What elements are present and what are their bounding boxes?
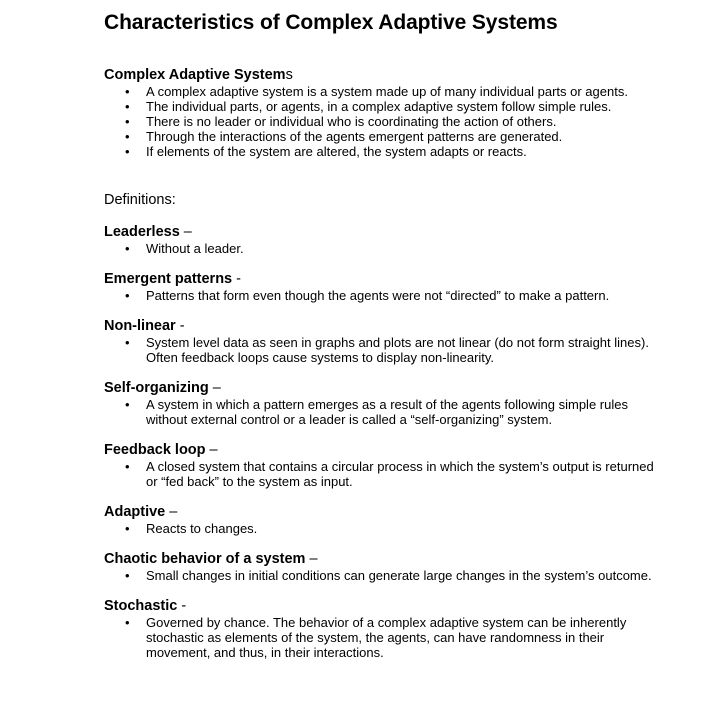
bullet-icon: •: [125, 144, 130, 159]
term-name: Feedback loop: [104, 442, 206, 458]
list-item-text: Small changes in initial conditions can generate large changes in the system’s outcome.: [146, 568, 652, 583]
term-separator: -: [175, 318, 185, 334]
bullet-icon: •: [125, 335, 130, 350]
document-body: [104, 10, 664, 660]
term-name: Chaotic behavior of a system: [104, 551, 306, 567]
list-item-text: Without a leader.: [146, 241, 244, 256]
list-item-text: Governed by chance. The behavior of a complex adaptive system can be inherently stochastic as elements of the system, the agents, can have randomness in their movement, and thus, in their interactions.: [146, 615, 627, 660]
list-item-text: A complex adaptive system is a system made up of many individual parts or agents.: [146, 84, 628, 99]
term-heading: [104, 551, 664, 568]
intro-heading-tail: s: [285, 67, 293, 83]
term-bullet-list: [104, 615, 664, 660]
term-separator: -: [232, 271, 241, 287]
term-heading: [104, 380, 664, 397]
term-name: Self-organizing: [104, 380, 209, 396]
list-item-text: System level data as seen in graphs and plots are not linear (do not form straight lines). Often feedback loops cause systems to display non-linearity.: [146, 335, 649, 365]
term-bullet-list: [104, 335, 664, 365]
term-name: Leaderless: [104, 224, 180, 240]
document-title: Characteristics of Complex Adaptive Systems: [104, 11, 558, 34]
bullet-icon: •: [125, 129, 130, 144]
list-item: [104, 129, 664, 144]
intro-bullet-list: [104, 84, 664, 159]
term-heading: [104, 504, 664, 521]
term-name: Non-linear: [104, 318, 176, 334]
term-heading: [104, 598, 664, 615]
bullet-icon: •: [125, 288, 130, 303]
definitions-label: Definitions:: [104, 192, 176, 208]
term-non-linear: [104, 318, 664, 365]
term-separator: –: [205, 442, 218, 458]
list-item: [104, 459, 664, 489]
bullet-icon: •: [125, 459, 130, 474]
list-item: [104, 114, 664, 129]
term-bullet-list: [104, 241, 664, 256]
term-bullet-list: [104, 521, 664, 536]
term-bullet-list: [104, 459, 664, 489]
term-stochastic: [104, 598, 664, 660]
bullet-icon: •: [125, 615, 130, 630]
term-separator: -: [177, 598, 187, 614]
bullet-icon: •: [125, 114, 130, 129]
list-item-text: The individual parts, or agents, in a complex adaptive system follow simple rules.: [146, 99, 612, 114]
list-item: [104, 84, 664, 99]
bullet-icon: •: [125, 241, 130, 256]
term-separator: –: [165, 504, 178, 520]
term-self-organizing: [104, 380, 664, 427]
list-item-text: A closed system that contains a circular process in which the system’s output is returned or “fed back” to the system as input.: [146, 459, 654, 489]
term-heading: [104, 271, 664, 288]
list-item: [104, 568, 664, 583]
term-leaderless: [104, 224, 664, 256]
list-item: [104, 99, 664, 114]
list-item: [104, 288, 664, 303]
term-bullet-list: [104, 397, 664, 427]
list-item: [104, 397, 664, 427]
list-item-text: Reacts to changes.: [146, 521, 258, 536]
list-item: [104, 241, 664, 256]
intro-section: [104, 67, 664, 159]
intro-heading-bold: Complex Adaptive System: [104, 67, 286, 83]
term-heading: [104, 224, 664, 241]
list-item: [104, 615, 664, 660]
term-separator: –: [305, 551, 318, 567]
term-bullet-list: [104, 288, 664, 303]
list-item-text: Through the interactions of the agents emergent patterns are generated.: [146, 129, 563, 144]
list-item-text: If elements of the system are altered, the system adapts or reacts.: [146, 144, 527, 159]
bullet-icon: •: [125, 397, 130, 412]
list-item: [104, 144, 664, 159]
term-heading: [104, 442, 664, 459]
term-name: Stochastic: [104, 598, 178, 614]
intro-heading: [104, 67, 664, 84]
bullet-icon: •: [125, 568, 130, 583]
list-item: [104, 521, 664, 536]
term-emergent-patterns: [104, 271, 664, 303]
bullet-icon: •: [125, 84, 130, 99]
term-separator: –: [208, 380, 221, 396]
term-chaotic-behavior: [104, 551, 664, 583]
list-item-text: Patterns that form even though the agents were not “directed” to make a pattern.: [146, 288, 610, 303]
list-item-text: There is no leader or individual who is coordinating the action of others.: [146, 114, 557, 129]
term-adaptive: [104, 504, 664, 536]
bullet-icon: •: [125, 99, 130, 114]
list-item: [104, 335, 664, 365]
term-heading: [104, 318, 664, 335]
term-name: Adaptive: [104, 504, 166, 520]
term-name: Emergent patterns: [104, 271, 233, 287]
list-item-text: A system in which a pattern emerges as a result of the agents following simple rules without external control or a leader is called a “self-organizing” system.: [146, 397, 628, 427]
term-separator: –: [179, 224, 192, 240]
bullet-icon: •: [125, 521, 130, 536]
term-bullet-list: [104, 568, 664, 583]
term-feedback-loop: [104, 442, 664, 489]
